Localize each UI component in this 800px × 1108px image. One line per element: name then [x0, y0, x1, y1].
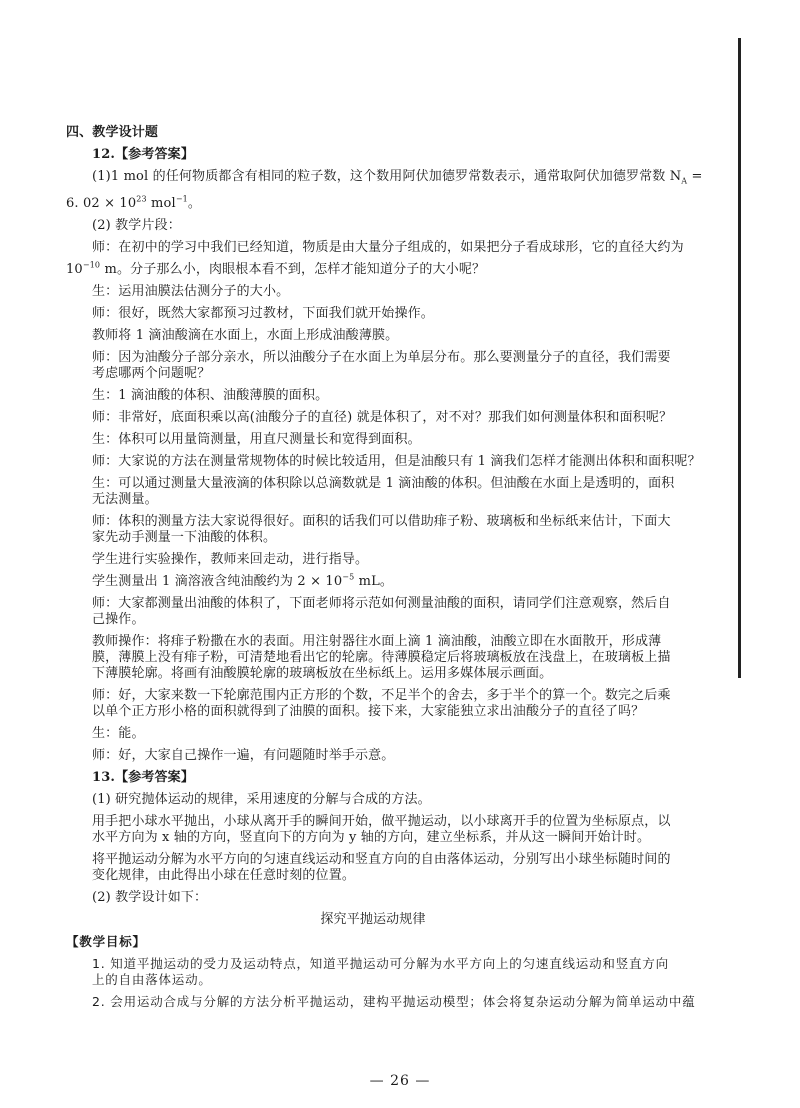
paragraph: (1)1 mol 的任何物质都含有相同的粒子数，这个数用阿伏加德罗常数表示，通常取阿伏加德罗常数 $N_A$ =: [92, 169, 703, 186]
paragraph: 教师操作：将痱子粉撒在水的表面。用注射器往水面上滴 1 滴油酸，油酸立即在水面散开，形成薄膜，薄膜上没有痱子粉，可清楚地看出它的轮廓。待薄膜稳定后将玻璃板放在浅盘上，在玻璃板上描下薄膜轮廓。将画有油酸膜轮廓的玻璃板放在坐标纸上。运用多媒体展示画面。: [92, 633, 671, 681]
paragraph: 师：体积的测量方法大家说得很好。面积的话我们可以借助痱子粉、玻璃板和坐标纸来估计，下面大家先动手测量一下油酸的体积。: [92, 513, 671, 545]
objective-item: 1. 知道平抛运动的受力及运动特点，知道平抛运动可分解为水平方向上的匀速直线运动和竖直方向上的自由落体运动。: [92, 955, 669, 987]
paragraph: 生：1 滴油酸的体积、油酸薄膜的面积。: [92, 387, 329, 403]
paragraph: 生：运用油膜法估测分子的大小。: [92, 283, 290, 299]
paragraph: 师：大家说的方法在测量常规物体的时候比较适用，但是油酸只有 1 滴我们怎样才能测出体积和面积呢？: [92, 453, 701, 469]
paragraph: 学生测量出 1 滴溶液含纯油酸约为 $2 \times 10^{-5}$ mL。: [92, 572, 394, 589]
paragraph: 学生进行实验操作，教师来回走动，进行指导。: [92, 551, 369, 567]
paragraph: 用手把小球水平抛出，小球从离开手的瞬间开始，做平抛运动，以小球离开手的位置为坐标原点，以水平方向为 x 轴的方向，竖直向下的方向为 y 轴的方向，建立坐标系，并从这一瞬间开始计时。: [92, 813, 671, 845]
lesson-title: 探究平抛运动规律: [320, 911, 426, 927]
paragraph: 生：能。: [92, 725, 145, 741]
paragraph: 将平抛运动分解为水平方向的匀速直线运动和竖直方向的自由落体运动，分别写出小球坐标随时间的变化规律，由此得出小球在任意时刻的位置。: [92, 851, 671, 883]
paragraph: 6. $02 \times 10^{23}$ mol$^{-1}$。: [66, 194, 202, 211]
paragraph: (1) 研究抛体运动的规律，采用速度的分解与合成的方法。: [92, 791, 431, 807]
paragraph: 教师将 1 滴油酸滴在水面上，水面上形成油酸薄膜。: [92, 327, 399, 343]
paragraph: $10^{-10}$ m。分子那么小，肉眼根本看不到，怎样才能知道分子的大小呢？: [66, 260, 486, 277]
paragraph: 师：好，大家自己操作一遍，有问题随时举手示意。: [92, 747, 395, 763]
paragraph: (2) 教学设计如下：: [92, 889, 208, 905]
paragraph: 生：可以通过测量大量液滴的体积除以总滴数就是 1 滴油酸的体积。但油酸在水面上是透明的，面积无法测量。: [92, 475, 675, 507]
paragraph: (2) 教学片段：: [92, 217, 181, 233]
section-heading: 四、教学设计题: [66, 125, 159, 140]
answer-heading-12: 12.【参考答案】: [92, 147, 194, 162]
document-page: [66, 125, 703, 1016]
paragraph: 师：因为油酸分子部分亲水，所以油酸分子在水面上为单层分布。那么要测量分子的直径，我们需要考虑哪两个问题呢？: [92, 349, 671, 381]
paragraph: 师：在初中的学习中我们已经知道，物质是由大量分子组成的，如果把分子看成球形，它的直径大约为: [92, 239, 684, 255]
paragraph: 师：很好，既然大家都预习过教材，下面我们就开始操作。: [92, 305, 434, 321]
paragraph: 师：大家都测量出油酸的体积了，下面老师将示范如何测量油酸的面积，请同学们注意观察，然后自己操作。: [92, 595, 671, 627]
objectives-heading: 【教学目标】: [66, 933, 146, 949]
paragraph: 师：好，大家来数一下轮廓范围内正方形的个数，不足半个的舍去，多于半个的算一个。数完之后乘以单个正方形小格的面积就得到了油膜的面积。接下来，大家能独立求出油酸分子的直径了吗？: [92, 687, 671, 719]
answer-heading-13: 13.【参考答案】: [92, 769, 194, 785]
page-edge-line: [738, 38, 741, 678]
objective-item: 2. 会用运动合成与分解的方法分析平抛运动，建构平抛运动模型；体会将复杂运动分解为简单运动中蕴: [92, 993, 696, 1009]
page-number: — 26 —: [369, 1073, 431, 1089]
paragraph: 生：体积可以用量筒测量，用直尺测量长和宽得到面积。: [92, 431, 421, 447]
paragraph: 师：非常好，底面积乘以高(油酸分子的直径) 就是体积了，对不对？那我们如何测量体积和面积呢？: [92, 409, 673, 425]
